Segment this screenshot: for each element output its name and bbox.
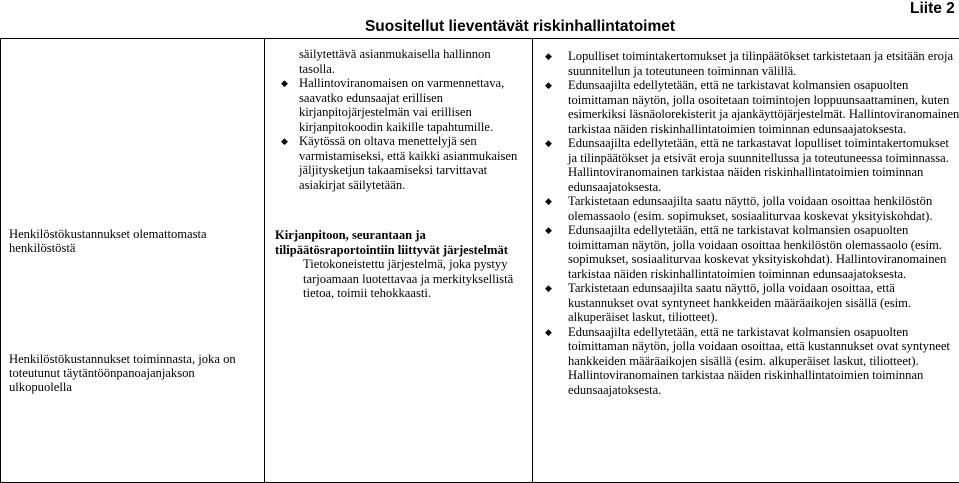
risk-label-nonexistent-staff: Henkilöstökustannukset olemattomasta henkilöstöstä <box>9 227 259 255</box>
bullet-icon: ◆ <box>281 134 288 149</box>
bullet-icon: ◆ <box>545 136 552 151</box>
bullet-icon: ◆ <box>545 78 552 93</box>
continued-text-line: tasolla. <box>275 62 526 77</box>
bullet-icon: ◆ <box>545 281 552 296</box>
list-item: ◆ Edunsaajilta edellytetään, että ne tarkistavat kolmansien osapuolten toimittaman näytön, jolla voidaan osoittaa henkilöstön olemassaolo (esim. sopimukset, sosiaaliturvaa koskevat yksityiskohdat). Hallintoviranomainen tarkistaa näiden riskinhallintatoimien toiminnan edunsaajatoksesta. <box>545 223 959 281</box>
continued-text-line: säilytettävä asianmukaisella hallinnon <box>275 47 526 62</box>
list-item: ◆ Edunsaajilta edellytetään, että ne tarkistavat kolmansien osapuolten toimittaman näytön, jolla osoitetaan toimintojen loppuunsaattaminen, kuten esimerkiksi läsnäolorekisterit ja ajankäyttöjärjestelmät. Hallintoviranomainen tarkistaa näiden riskinhallintatoimien toiminnan edunsaajatoksesta. <box>545 78 959 136</box>
risk-description-cell <box>1 39 265 483</box>
bullet-icon: ◆ <box>281 76 288 91</box>
list-item: ◆ Edunsaajilta edellytetään, että ne tarkistavat kolmansien osapuolten toimittaman näytön, jolla voidaan osoittaa, että kustannukset ovat syntyneet hankkeiden määräaikojen sisällä (esim. alkuperäiset laskut, tiliotteet). Hallintoviranomainen tarkistaa näiden riskinhallintatoimien toiminnan edunsaajatoksesta. <box>545 325 959 398</box>
bullet-icon: ◆ <box>545 194 552 209</box>
list-item: ◆ Lopulliset toimintakertomukset ja tilinpäätökset tarkistetaan ja etsitään eroja suunnitellun ja toteutuneen toiminnan välillä. <box>545 49 959 78</box>
mitigation-right-cell <box>533 39 959 483</box>
list-item: ◆ Edunsaajilta edellytetään, että ne tarkastavat lopulliset toimintakertomukset ja tilinpäätökset ja etsivät eroja suunnitellussa ja toteutuneessa toiminnassa. Hallintoviranomainen tarkistaa näiden riskinhallintatoimien toiminnan edunsaajatoksesta. <box>545 136 959 194</box>
list-item: ◆ Tarkistetaan edunsaajilta saatu näyttö, jolla voidaan osoittaa, että kustannukset ovat syntyneet hankkeiden määräaikojen sisällä (esim. alkuperäiset laskut, tiliotteet). <box>545 281 959 325</box>
section-text: Tietokoneistettu järjestelmä, joka pystyy tarjoamaan luotettavaa ja merkityksellistä tietoa, toimii tehokkaasti. <box>275 257 526 301</box>
list-item: ◆ Tarkistetaan edunsaajilta saatu näyttö, jolla voidaan osoittaa henkilöstön olemassaolo (esim. sopimukset, sosiaaliturvaa koskevat yksityiskohdat). <box>545 194 959 223</box>
risk-label-outside-period: Henkilöstökustannukset toiminnasta, joka on toteutunut täytäntöönpanoajanjakson ulkopuolella <box>9 352 259 394</box>
bullet-icon: ◆ <box>545 223 552 238</box>
section-heading: Kirjanpitoon, seurantaan ja tilipäätösraportointiin liittyvät järjestelmät <box>275 228 526 257</box>
list-item: ◆ Hallintoviranomaisen on varmennettava, saavatko edunsaajat erillisen kirjanpitojärjestelmän vai erillisen kirjanpitokoodin kaikille tapahtumille. <box>275 76 526 134</box>
right-bullet-list <box>545 49 959 397</box>
appendix-label: Liite 2 <box>910 0 955 18</box>
bullet-icon: ◆ <box>545 49 552 64</box>
mitigation-middle-cell <box>265 39 533 483</box>
bullet-icon: ◆ <box>545 325 552 340</box>
list-item: ◆ Käytössä on oltava menettelyjä sen varmistamiseksi, että kaikki asianmukaisen jäljitysketjun takaamiseksi tarvittavat asiakirjat säilytetään. <box>275 134 526 192</box>
risk-mitigation-table <box>0 38 959 483</box>
middle-bullet-list <box>275 76 526 192</box>
page-title: Suositellut lieventävät riskinhallintatoimet <box>320 18 720 36</box>
table-row <box>1 39 959 483</box>
